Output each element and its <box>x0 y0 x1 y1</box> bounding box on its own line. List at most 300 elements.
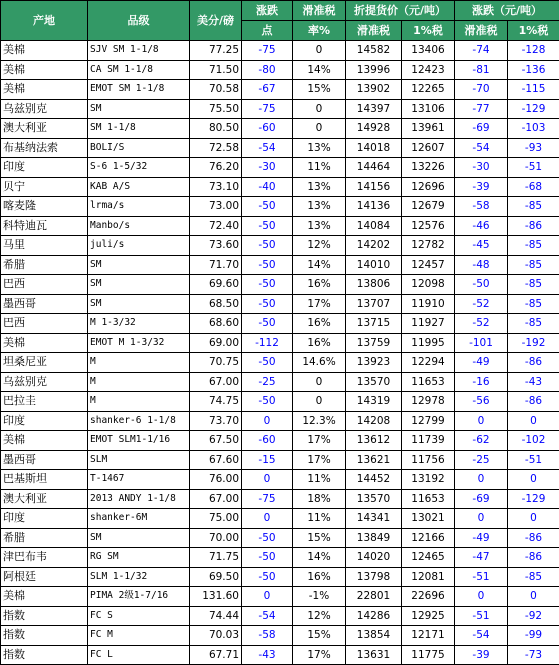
cell-change-yuan-1pct: -103 <box>508 119 559 139</box>
cell-grade: EMOT M 1-3/32 <box>88 333 190 353</box>
cell-change-yuan-1pct: -68 <box>508 177 559 197</box>
header-change-pts-1: 涨跌 <box>242 1 293 21</box>
cell-change-yuan-slide: -49 <box>455 528 508 548</box>
cell-change-pts: -50 <box>242 216 293 236</box>
cell-change-pts: -75 <box>242 99 293 119</box>
cell-change-yuan-1pct: 0 <box>508 411 559 431</box>
cell-change-pts: -58 <box>242 626 293 646</box>
cell-change-yuan-1pct: -129 <box>508 489 559 509</box>
cell-tax-rate: 18% <box>293 489 346 509</box>
cell-price-slide: 14084 <box>346 216 402 236</box>
table-row <box>1 489 559 509</box>
header-cents-per-lb: 美分/磅 <box>190 1 242 41</box>
table-row <box>1 528 559 548</box>
table-row <box>1 177 559 197</box>
cell-change-pts: -75 <box>242 41 293 61</box>
cell-tax-rate: 15% <box>293 528 346 548</box>
cell-price: 70.75 <box>190 353 242 373</box>
cell-price-1pct: 11653 <box>402 372 455 392</box>
cell-price: 75.50 <box>190 99 242 119</box>
cell-origin: 阿根廷 <box>1 567 88 587</box>
cell-change-yuan-slide: 0 <box>455 411 508 431</box>
cell-change-yuan-slide: -50 <box>455 275 508 295</box>
header-change-yuan-slide: 滑准税 <box>455 21 508 41</box>
cell-change-pts: -50 <box>242 255 293 275</box>
cell-price-1pct: 13961 <box>402 119 455 139</box>
cell-change-yuan-slide: -70 <box>455 80 508 100</box>
cell-price: 70.58 <box>190 80 242 100</box>
cell-grade: EMOT SM 1-1/8 <box>88 80 190 100</box>
cell-change-pts: -80 <box>242 60 293 80</box>
table-row <box>1 138 559 158</box>
cell-grade: FC L <box>88 645 190 665</box>
cell-price-1pct: 12166 <box>402 528 455 548</box>
cell-change-pts: -60 <box>242 119 293 139</box>
cell-change-yuan-1pct: -136 <box>508 60 559 80</box>
cell-tax-rate: 0 <box>293 119 346 139</box>
cell-change-yuan-slide: -101 <box>455 333 508 353</box>
cell-price-1pct: 13106 <box>402 99 455 119</box>
cell-tax-rate: 17% <box>293 450 346 470</box>
cell-price: 72.58 <box>190 138 242 158</box>
header-port-price-1pct: 1%税 <box>402 21 455 41</box>
cell-change-pts: 0 <box>242 509 293 529</box>
cell-change-yuan-slide: -52 <box>455 314 508 334</box>
cell-change-yuan-1pct: -99 <box>508 626 559 646</box>
cell-origin: 科特迪瓦 <box>1 216 88 236</box>
cell-change-pts: -25 <box>242 372 293 392</box>
cell-origin: 澳大利亚 <box>1 489 88 509</box>
cell-price: 73.10 <box>190 177 242 197</box>
cell-origin: 巴西 <box>1 314 88 334</box>
cell-change-pts: -43 <box>242 645 293 665</box>
cell-price-slide: 13707 <box>346 294 402 314</box>
cell-grade: shanker-6M <box>88 509 190 529</box>
table-row <box>1 197 559 217</box>
cell-change-yuan-slide: -52 <box>455 294 508 314</box>
cell-change-pts: 0 <box>242 587 293 607</box>
cell-price: 73.60 <box>190 236 242 256</box>
table-row <box>1 509 559 529</box>
cell-price-slide: 14452 <box>346 470 402 490</box>
cell-tax-rate: 14% <box>293 255 346 275</box>
cell-change-yuan-1pct: -86 <box>508 548 559 568</box>
header-origin: 产地 <box>1 1 88 41</box>
table-row <box>1 236 559 256</box>
table-row <box>1 353 559 373</box>
cell-price-slide: 13902 <box>346 80 402 100</box>
cell-grade: T-1467 <box>88 470 190 490</box>
header-tax-rate-2: 率% <box>293 21 346 41</box>
cell-grade: shanker-6 1-1/8 <box>88 411 190 431</box>
cell-grade: M <box>88 392 190 412</box>
cell-grade: FC S <box>88 606 190 626</box>
table-row <box>1 450 559 470</box>
cell-change-yuan-1pct: -85 <box>508 236 559 256</box>
cell-price-1pct: 11910 <box>402 294 455 314</box>
cell-price: 68.60 <box>190 314 242 334</box>
cell-origin: 美棉 <box>1 587 88 607</box>
table-row <box>1 411 559 431</box>
cell-origin: 美棉 <box>1 333 88 353</box>
cell-price: 76.00 <box>190 470 242 490</box>
cell-change-pts: -50 <box>242 294 293 314</box>
cell-change-pts: -112 <box>242 333 293 353</box>
cell-change-pts: -15 <box>242 450 293 470</box>
cell-price-1pct: 12607 <box>402 138 455 158</box>
cell-price-slide: 13849 <box>346 528 402 548</box>
cell-price: 71.50 <box>190 60 242 80</box>
cell-price-1pct: 12171 <box>402 626 455 646</box>
header-tax-rate-1: 滑准税 <box>293 1 346 21</box>
cell-change-yuan-1pct: -102 <box>508 431 559 451</box>
cell-change-yuan-slide: -51 <box>455 567 508 587</box>
cell-price: 69.50 <box>190 567 242 587</box>
cell-tax-rate: 16% <box>293 275 346 295</box>
cell-tax-rate: 0 <box>293 41 346 61</box>
cell-price: 75.00 <box>190 509 242 529</box>
cell-tax-rate: 11% <box>293 470 346 490</box>
cell-price-1pct: 12799 <box>402 411 455 431</box>
cell-change-yuan-1pct: -86 <box>508 353 559 373</box>
cell-origin: 乌兹别克 <box>1 372 88 392</box>
cell-change-pts: -54 <box>242 138 293 158</box>
cell-tax-rate: 16% <box>293 314 346 334</box>
cell-price-1pct: 13021 <box>402 509 455 529</box>
cell-price: 71.70 <box>190 255 242 275</box>
cell-change-yuan-1pct: -85 <box>508 275 559 295</box>
cell-price: 76.20 <box>190 158 242 178</box>
cell-origin: 印度 <box>1 509 88 529</box>
table-row <box>1 567 559 587</box>
cell-price-slide: 14319 <box>346 392 402 412</box>
cell-price: 131.60 <box>190 587 242 607</box>
table-row <box>1 392 559 412</box>
header-port-price-slide: 滑准税 <box>346 21 402 41</box>
cell-change-yuan-slide: -46 <box>455 216 508 236</box>
table-row <box>1 470 559 490</box>
cell-grade: PIMA 2级1-7/16 <box>88 587 190 607</box>
cell-price-1pct: 12679 <box>402 197 455 217</box>
cell-grade: M <box>88 353 190 373</box>
cell-price-1pct: 13406 <box>402 41 455 61</box>
cell-grade: juli/s <box>88 236 190 256</box>
cell-change-pts: -50 <box>242 236 293 256</box>
cell-grade: EMOT SLM1-1/16 <box>88 431 190 451</box>
cell-price: 67.00 <box>190 372 242 392</box>
header-grade: 品级 <box>88 1 190 41</box>
cell-change-yuan-1pct: -51 <box>508 450 559 470</box>
cell-origin: 美棉 <box>1 60 88 80</box>
cell-origin: 巴基斯坦 <box>1 470 88 490</box>
cell-change-pts: -75 <box>242 489 293 509</box>
cell-price-slide: 13715 <box>346 314 402 334</box>
cell-price-slide: 14020 <box>346 548 402 568</box>
cell-origin: 指数 <box>1 645 88 665</box>
header-change-pts-2: 点 <box>242 21 293 41</box>
table-row <box>1 158 559 178</box>
cell-price-1pct: 12576 <box>402 216 455 236</box>
cell-origin: 巴西 <box>1 275 88 295</box>
cell-grade: RG SM <box>88 548 190 568</box>
cell-change-yuan-slide: -39 <box>455 645 508 665</box>
cell-price-slide: 14286 <box>346 606 402 626</box>
cell-tax-rate: 12% <box>293 236 346 256</box>
cell-price-1pct: 12423 <box>402 60 455 80</box>
cell-grade: KAB A/S <box>88 177 190 197</box>
cell-grade: M <box>88 372 190 392</box>
cell-origin: 墨西哥 <box>1 450 88 470</box>
cell-price-slide: 14208 <box>346 411 402 431</box>
cell-change-yuan-slide: -56 <box>455 392 508 412</box>
table-row <box>1 606 559 626</box>
cell-tax-rate: 0 <box>293 392 346 412</box>
cell-price-1pct: 12696 <box>402 177 455 197</box>
cell-origin: 巴拉圭 <box>1 392 88 412</box>
cell-change-yuan-slide: -81 <box>455 60 508 80</box>
cell-price-slide: 14202 <box>346 236 402 256</box>
cell-price-1pct: 11775 <box>402 645 455 665</box>
cell-change-yuan-1pct: -85 <box>508 255 559 275</box>
cell-change-yuan-1pct: -85 <box>508 294 559 314</box>
cell-price-1pct: 22696 <box>402 587 455 607</box>
cell-tax-rate: 13% <box>293 216 346 236</box>
cell-price-1pct: 11739 <box>402 431 455 451</box>
cell-tax-rate: -1% <box>293 587 346 607</box>
cell-grade: SM <box>88 255 190 275</box>
cell-price-1pct: 11995 <box>402 333 455 353</box>
table-row <box>1 255 559 275</box>
cell-change-yuan-1pct: -129 <box>508 99 559 119</box>
cell-tax-rate: 13% <box>293 197 346 217</box>
cell-price-slide: 22801 <box>346 587 402 607</box>
cell-tax-rate: 17% <box>293 431 346 451</box>
cell-price-1pct: 11653 <box>402 489 455 509</box>
cell-grade: BOLI/S <box>88 138 190 158</box>
table-body <box>1 41 559 665</box>
cell-price-1pct: 13226 <box>402 158 455 178</box>
table-row <box>1 119 559 139</box>
cell-price-slide: 13570 <box>346 489 402 509</box>
cell-origin: 美棉 <box>1 41 88 61</box>
table-row <box>1 645 559 665</box>
cell-change-yuan-1pct: -85 <box>508 197 559 217</box>
cell-change-yuan-slide: 0 <box>455 587 508 607</box>
cell-change-yuan-1pct: -85 <box>508 567 559 587</box>
table-row <box>1 548 559 568</box>
table-row <box>1 626 559 646</box>
cell-tax-rate: 16% <box>293 333 346 353</box>
cell-change-yuan-1pct: -51 <box>508 158 559 178</box>
cell-change-yuan-slide: -48 <box>455 255 508 275</box>
cell-tax-rate: 11% <box>293 158 346 178</box>
cell-tax-rate: 12% <box>293 606 346 626</box>
cell-price: 67.50 <box>190 431 242 451</box>
cell-price: 69.60 <box>190 275 242 295</box>
cell-tax-rate: 0 <box>293 99 346 119</box>
cell-tax-rate: 14% <box>293 548 346 568</box>
cell-change-yuan-1pct: 0 <box>508 587 559 607</box>
cell-change-yuan-slide: -25 <box>455 450 508 470</box>
cell-tax-rate: 17% <box>293 645 346 665</box>
cell-change-yuan-slide: -54 <box>455 138 508 158</box>
cell-price: 74.44 <box>190 606 242 626</box>
cell-price: 70.03 <box>190 626 242 646</box>
cell-change-yuan-1pct: -115 <box>508 80 559 100</box>
cell-price-slide: 14397 <box>346 99 402 119</box>
cell-price: 80.50 <box>190 119 242 139</box>
cell-price-slide: 13631 <box>346 645 402 665</box>
cell-tax-rate: 15% <box>293 80 346 100</box>
cell-price-slide: 14018 <box>346 138 402 158</box>
cell-origin: 澳大利亚 <box>1 119 88 139</box>
cell-origin: 指数 <box>1 606 88 626</box>
cell-grade: Manbo/s <box>88 216 190 236</box>
cell-tax-rate: 11% <box>293 509 346 529</box>
cell-origin: 坦桑尼亚 <box>1 353 88 373</box>
header-row-1 <box>1 1 559 21</box>
table-row <box>1 80 559 100</box>
cell-change-yuan-1pct: 0 <box>508 470 559 490</box>
cell-price-slide: 13759 <box>346 333 402 353</box>
cell-price-slide: 13854 <box>346 626 402 646</box>
cell-change-pts: -67 <box>242 80 293 100</box>
cell-price-slide: 14010 <box>346 255 402 275</box>
cell-change-pts: -50 <box>242 392 293 412</box>
cell-price-1pct: 12098 <box>402 275 455 295</box>
cell-change-pts: -50 <box>242 567 293 587</box>
cell-origin: 马里 <box>1 236 88 256</box>
cell-change-yuan-1pct: -85 <box>508 314 559 334</box>
cell-tax-rate: 13% <box>293 177 346 197</box>
cell-change-yuan-slide: -77 <box>455 99 508 119</box>
cell-price-slide: 13612 <box>346 431 402 451</box>
cell-price-1pct: 12978 <box>402 392 455 412</box>
header-port-price: 折提货价（元/吨） <box>346 1 455 21</box>
cell-grade: SLM <box>88 450 190 470</box>
cell-change-yuan-slide: -16 <box>455 372 508 392</box>
cell-price: 74.75 <box>190 392 242 412</box>
cell-change-yuan-slide: -30 <box>455 158 508 178</box>
cell-price: 67.71 <box>190 645 242 665</box>
cell-change-yuan-slide: -47 <box>455 548 508 568</box>
cell-grade: SLM 1-1/32 <box>88 567 190 587</box>
cell-tax-rate: 15% <box>293 626 346 646</box>
cell-tax-rate: 14.6% <box>293 353 346 373</box>
cell-change-pts: -60 <box>242 431 293 451</box>
table-row <box>1 294 559 314</box>
cell-price-1pct: 12265 <box>402 80 455 100</box>
cell-price-slide: 14156 <box>346 177 402 197</box>
cell-change-yuan-slide: -58 <box>455 197 508 217</box>
cell-origin: 喀麦隆 <box>1 197 88 217</box>
table-row <box>1 314 559 334</box>
cell-price-slide: 14928 <box>346 119 402 139</box>
cell-price: 70.00 <box>190 528 242 548</box>
cell-price-1pct: 11756 <box>402 450 455 470</box>
cell-price: 73.00 <box>190 197 242 217</box>
table-row <box>1 216 559 236</box>
cell-origin: 美棉 <box>1 80 88 100</box>
cell-price-slide: 13621 <box>346 450 402 470</box>
table-row <box>1 587 559 607</box>
cell-change-pts: 0 <box>242 470 293 490</box>
table-row <box>1 431 559 451</box>
cell-grade: SM <box>88 99 190 119</box>
cell-change-pts: -50 <box>242 275 293 295</box>
cell-tax-rate: 14% <box>293 60 346 80</box>
cell-price-slide: 14464 <box>346 158 402 178</box>
table-row <box>1 372 559 392</box>
cell-change-yuan-slide: -62 <box>455 431 508 451</box>
cell-change-yuan-1pct: 0 <box>508 509 559 529</box>
cell-grade: lrma/s <box>88 197 190 217</box>
cell-grade: SM 1-1/8 <box>88 119 190 139</box>
cell-change-yuan-slide: -74 <box>455 41 508 61</box>
cell-change-pts: -50 <box>242 314 293 334</box>
cell-grade: 2013 ANDY 1-1/8 <box>88 489 190 509</box>
cell-price-slide: 13996 <box>346 60 402 80</box>
cell-price-slide: 14341 <box>346 509 402 529</box>
cell-origin: 指数 <box>1 626 88 646</box>
cell-price-1pct: 12457 <box>402 255 455 275</box>
cell-change-pts: -50 <box>242 548 293 568</box>
cell-origin: 墨西哥 <box>1 294 88 314</box>
cell-price-1pct: 11927 <box>402 314 455 334</box>
cell-change-yuan-slide: -45 <box>455 236 508 256</box>
cell-grade: SM <box>88 528 190 548</box>
cell-grade: M 1-3/32 <box>88 314 190 334</box>
table-row <box>1 333 559 353</box>
cell-origin: 希腊 <box>1 528 88 548</box>
cell-change-yuan-slide: -69 <box>455 489 508 509</box>
table-row <box>1 60 559 80</box>
cell-price-slide: 13806 <box>346 275 402 295</box>
cell-grade: SM <box>88 275 190 295</box>
cell-change-yuan-slide: 0 <box>455 509 508 529</box>
cell-origin: 印度 <box>1 158 88 178</box>
cell-tax-rate: 17% <box>293 294 346 314</box>
table-row <box>1 275 559 295</box>
cell-price-slide: 14136 <box>346 197 402 217</box>
cell-price: 77.25 <box>190 41 242 61</box>
cell-origin: 美棉 <box>1 431 88 451</box>
cell-grade: FC M <box>88 626 190 646</box>
cell-price-1pct: 12081 <box>402 567 455 587</box>
cell-change-pts: -54 <box>242 606 293 626</box>
cell-change-yuan-1pct: -192 <box>508 333 559 353</box>
cell-origin: 贝宁 <box>1 177 88 197</box>
cell-price-slide: 13798 <box>346 567 402 587</box>
cell-change-pts: 0 <box>242 411 293 431</box>
cell-change-pts: -50 <box>242 528 293 548</box>
cell-origin: 乌兹别克 <box>1 99 88 119</box>
table-row <box>1 41 559 61</box>
cell-price-1pct: 12294 <box>402 353 455 373</box>
cell-price-1pct: 12465 <box>402 548 455 568</box>
cell-change-yuan-slide: -51 <box>455 606 508 626</box>
cell-change-pts: -40 <box>242 177 293 197</box>
cell-change-pts: -50 <box>242 197 293 217</box>
cell-tax-rate: 12.3% <box>293 411 346 431</box>
cell-price: 73.70 <box>190 411 242 431</box>
table-row <box>1 99 559 119</box>
cell-price-1pct: 13192 <box>402 470 455 490</box>
cell-price: 69.00 <box>190 333 242 353</box>
cell-change-yuan-1pct: -86 <box>508 216 559 236</box>
cell-grade: CA SM 1-1/8 <box>88 60 190 80</box>
cell-tax-rate: 13% <box>293 138 346 158</box>
